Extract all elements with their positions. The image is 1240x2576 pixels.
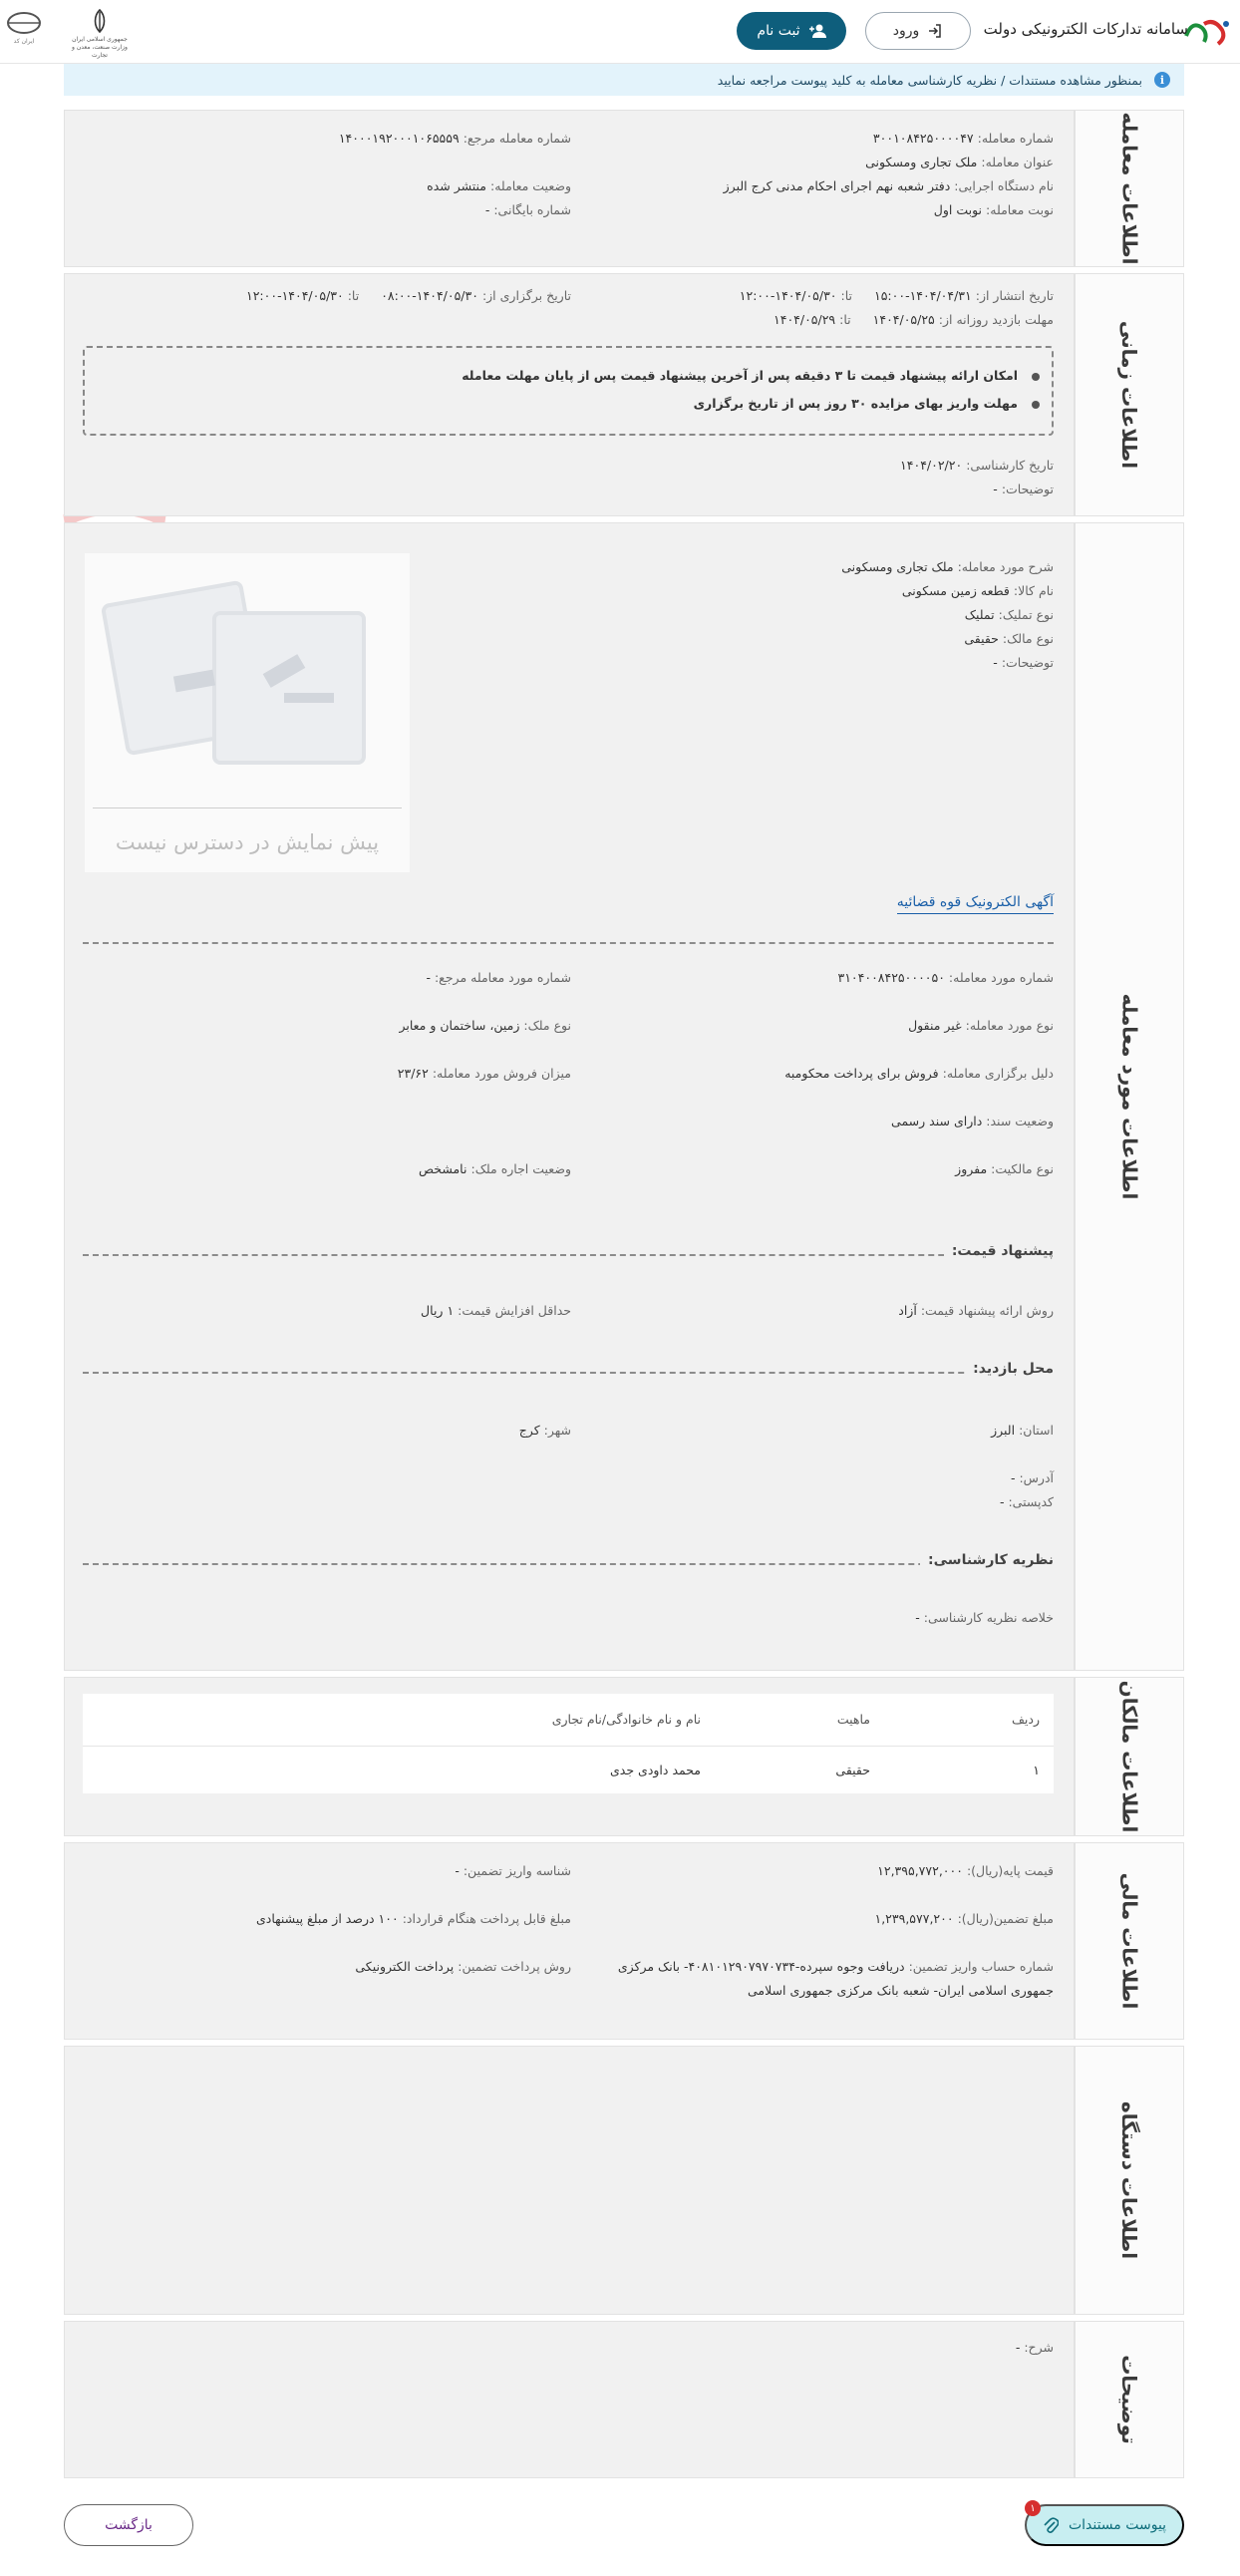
guarantee-amount: مبلغ تضمین(ریال):۱,۲۳۹,۵۷۷,۲۰۰: [874, 1911, 1054, 1926]
column-header: نام و نام خانوادگی/نام تجاری: [83, 1694, 715, 1746]
iran-emblem-icon: [88, 8, 112, 34]
item-kind: نوع مورد معامله:غیر منقول: [908, 1018, 1054, 1033]
item-ref-number: شماره مورد معامله مرجع:-: [426, 970, 571, 985]
deal-subject: عنوان معامله:ملک تجاری ومسکونی: [865, 155, 1054, 169]
preview-unavailable-text: پیش نمایش در دسترس نیست: [115, 830, 380, 854]
notice-text: بمنظور مشاهده مستندات / نظریه کارشناسی معامله به کلید پیوست مراجعه نمایید: [717, 72, 1142, 88]
login-button[interactable]: [865, 12, 971, 50]
section-divider: [83, 1254, 1054, 1256]
lease-status: وضعیت اجاره ملک:نامشخص: [418, 1161, 571, 1176]
column-header: ماهیت: [715, 1694, 884, 1746]
contract-amount: مبلغ قابل پرداخت هنگام قرارداد:۱۰۰ درصد از مبلغ پیشنهادی: [255, 1911, 571, 1926]
finance-title: اطلاعات مالی: [1074, 1843, 1183, 2039]
item-description: شرح مورد معامله:ملک تجاری ومسکونی: [841, 559, 1054, 574]
notes-description: شرح:-: [1015, 2340, 1054, 2355]
device-section: [64, 2046, 1184, 2315]
attachment-count-badge: ۱: [1025, 2500, 1041, 2516]
table-header-row: [83, 1694, 1054, 1746]
register-label: ثبت نام: [757, 23, 800, 39]
guarantee-account: شماره حساب واریز تضمین:دریافت وجوه سپرده-۴۰۸۱۰۱۲۹۰۷۹۷۰۷۳۴- بانک مرکزی: [617, 1959, 1054, 1974]
auction-gavel-icon: [85, 553, 410, 793]
globe-icon: [6, 10, 42, 36]
time-description: توضیحات:-: [993, 482, 1054, 496]
attachments-button[interactable]: [1025, 2504, 1184, 2546]
price-offer-heading: پیشنهاد قیمت:: [944, 1243, 1054, 1259]
offer-method: روش ارائه پیشنهاد قیمت:آزاد: [898, 1303, 1054, 1318]
section-divider: [83, 942, 1054, 944]
owners-title: اطلاعات مالکان: [1074, 1678, 1183, 1835]
item-info-title: اطلاعات مورد معامله: [1074, 523, 1183, 1670]
ownership-type: نوع تملیک:تملیک: [964, 607, 1054, 622]
guarantee-pay-method: روش پرداخت تضمین:پرداخت الکترونیکی: [355, 1959, 571, 1974]
property-type: نوع ملک:زمین، ساختمان و معابر: [399, 1018, 571, 1033]
ownership-kind: نوع مالکیت:مفروز: [955, 1161, 1054, 1176]
hold-date: تاریخ برگزاری از:۱۴۰۴/۰۵/۳۰-۰۸:۰۰ تا:۱۴۰۴/۰۵/۳۰-۱۲:۰۰: [245, 288, 571, 303]
item-number: شماره مورد معامله:۳۱۰۴۰۰۸۴۲۵۰۰۰۰۵۰: [837, 970, 1054, 985]
base-price: قیمت پایه(ریال):۱۲,۳۹۵,۷۷۲,۰۰۰: [877, 1863, 1054, 1878]
expert-summary: خلاصه نظریه کارشناسی:-: [915, 1610, 1054, 1625]
condition-item: مهلت واریز بهای مزایده ۳۰ روز پس از تاریخ برگزاری: [694, 396, 1040, 411]
min-increase: حداقل افزایش قیمت:۱ ریال: [421, 1303, 571, 1318]
expert-opinion-heading: نظریه کارشناسی:: [920, 1552, 1054, 1568]
iran-code-logo: [2, 10, 46, 54]
table-cell: ۱: [1033, 1762, 1040, 1777]
item-notes: توضیحات:-: [993, 655, 1054, 670]
add-user-icon: [808, 23, 826, 39]
deal-info-section: [64, 110, 1184, 267]
owner-type: نوع مالک:حقیقی: [964, 631, 1054, 646]
info-notice: [64, 64, 1184, 96]
address: آدرس:-: [1010, 1470, 1054, 1485]
province: استان:البرز: [991, 1423, 1054, 1438]
device-title: اطلاعات دستگاه: [1074, 2047, 1183, 2314]
owners-table: [83, 1694, 1054, 1793]
visit-location-heading: محل بازدید:: [965, 1361, 1054, 1377]
deal-ref-number: شماره معامله مرجع:۱۴۰۰۰۱۹۲۰۰۰۱۰۶۵۵۵۹: [338, 131, 571, 146]
login-icon: [927, 23, 943, 39]
setad-logo-icon[interactable]: [1182, 14, 1232, 50]
info-icon: i: [1154, 72, 1170, 88]
paperclip-icon: [1043, 2516, 1059, 2534]
deal-info-title: اطلاعات معامله: [1074, 111, 1183, 266]
notes-title: توضیحات: [1074, 2322, 1183, 2477]
finance-section: [64, 1842, 1184, 2040]
time-info-section: [64, 273, 1184, 516]
table-cell: حقیقی: [835, 1762, 870, 1777]
iran-code-caption: ایران کد: [13, 38, 35, 45]
section-divider: [83, 1563, 1054, 1565]
attachments-label: پیوست مستندات: [1068, 2517, 1167, 2533]
app-title: سامانه تدارکات الکترونیکی دولت: [983, 20, 1188, 38]
sale-share: میزان فروش مورد معامله:۲۳/۶۲: [397, 1066, 571, 1081]
top-header: [0, 0, 1240, 64]
postal-code: کدپستی:-: [999, 1494, 1054, 1509]
section-divider: [83, 1372, 1054, 1374]
login-label: ورود: [892, 23, 920, 39]
column-header: ردیف: [884, 1694, 1054, 1746]
table-cell: محمد داودی جدی: [610, 1762, 701, 1777]
emblem-caption: جمهوری اسلامی ایران وزارت صنعت، معدن و تجارت: [72, 36, 128, 59]
condition-item: امکان ارائه پیشنهاد قیمت تا ۳ دقیقه پس از آخرین پیشنهاد قیمت پس از پایان مهلت معامله: [462, 368, 1040, 383]
deal-archive: شماره بایگانی:-: [484, 202, 571, 217]
deal-number: شماره معامله:۳۰۰۱۰۸۴۲۵۰۰۰۰۴۷: [872, 131, 1054, 146]
image-preview: [85, 553, 410, 872]
back-button[interactable]: بازگشت: [64, 2504, 193, 2546]
ministry-emblem: [70, 8, 130, 59]
register-button[interactable]: [737, 12, 846, 50]
deed-status: وضعیت سند:دارای سند رسمی: [891, 1114, 1054, 1128]
conditions-box: [83, 346, 1054, 436]
deal-round: نوبت معامله:نوبت اول: [933, 202, 1054, 217]
goods-name: نام کالا:قطعه زمین مسکونی: [901, 583, 1054, 598]
notes-section: [64, 2321, 1184, 2478]
deal-executor: نام دستگاه اجرایی:دفتر شعبه نهم اجرای احکام مدنی کرج البرز: [723, 178, 1054, 193]
visit-deadline: مهلت بازدید روزانه از:۱۴۰۴/۰۵/۲۵ تا:۱۴۰۴/۰۵/۲۹: [774, 312, 1054, 327]
guarantee-account-line2: جمهوری اسلامی ایران- شعبه بانک مرکزی جمهوری اسلامی: [747, 1983, 1054, 1998]
deal-status: وضعیت معامله:منتشر شده: [427, 178, 571, 193]
judiciary-announcement-link[interactable]: آگهی الکترونیک قوه قضائیه: [897, 894, 1054, 914]
guarantee-id: شناسه واریز تضمین:-: [455, 1863, 571, 1878]
time-info-title: اطلاعات زمانی: [1074, 274, 1183, 515]
deal-reason: دلیل برگزاری معامله:فروش برای پرداخت محکومبه: [784, 1066, 1054, 1081]
expert-date: تاریخ کارشناسی:۱۴۰۴/۰۲/۲۰: [900, 458, 1054, 473]
owners-section: [64, 1677, 1184, 1836]
publish-date: تاریخ انتشار از:۱۴۰۴/۰۴/۳۱-۱۵:۰۰ تا:۱۴۰۴/۰۵/۳۰-۱۲:۰۰: [739, 288, 1054, 303]
item-info-section: [64, 522, 1184, 1671]
table-row: [83, 1746, 1054, 1793]
city: شهر:کرج: [518, 1423, 571, 1438]
